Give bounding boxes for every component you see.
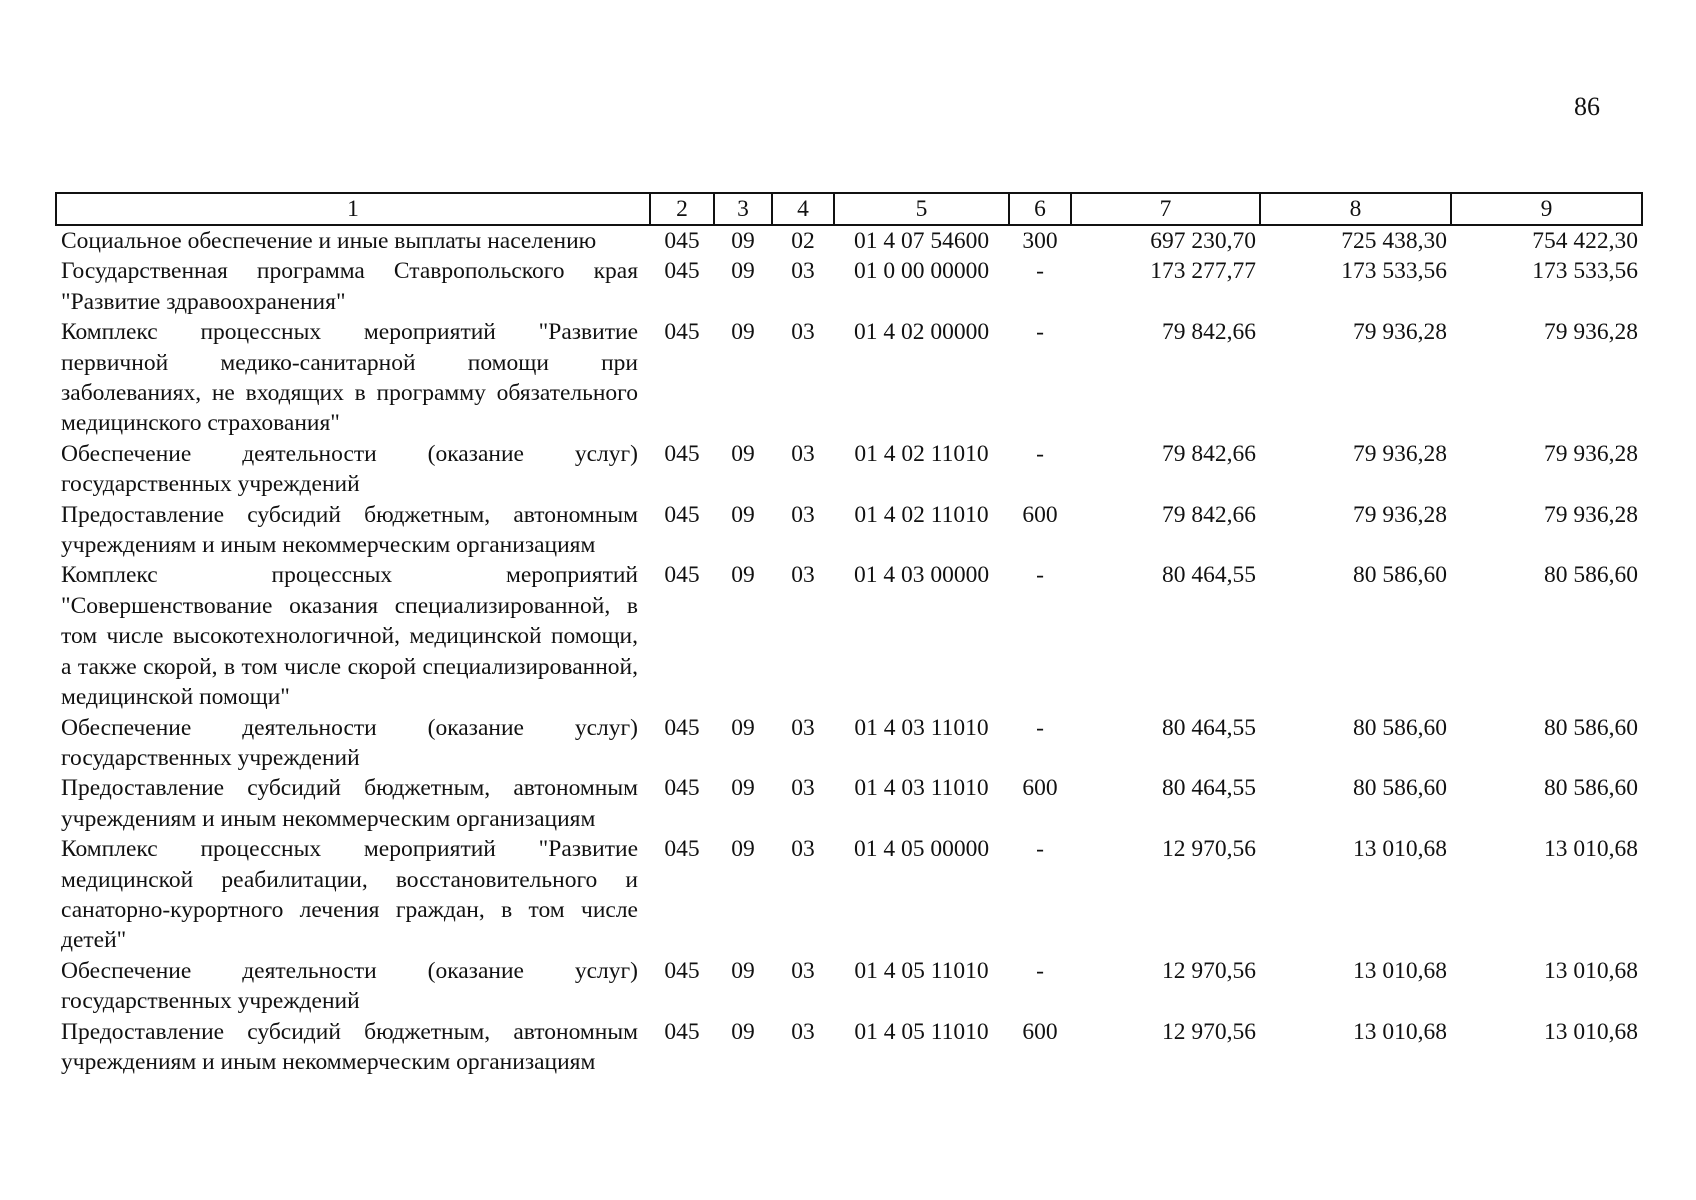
cell-subsection-code: 03 <box>791 714 815 741</box>
cell-subsection-code: 03 <box>791 258 815 285</box>
row-name: Комплекс процессных мероприятий "Развитие первичной медико-санитарной помощи при заболеваниях, не входящих в программу обязательного медицинского страхования" <box>61 319 638 437</box>
cell-amount-col7: 12 970,56 <box>1162 836 1256 863</box>
cell-target-article: 01 4 02 11010 <box>854 440 989 467</box>
table-header <box>56 193 1642 225</box>
cell-target-article: 01 4 07 54600 <box>853 228 990 254</box>
row-name: Предоставление субсидий бюджетным, автономным учреждениям и иным некоммерческим организациям <box>61 1018 638 1075</box>
column-header: 4 <box>772 193 834 225</box>
cell-section-code: 09 <box>731 714 755 741</box>
column-header: 6 <box>1009 193 1071 225</box>
cell-amount-col8: 80 586,60 <box>1353 775 1447 802</box>
row-name: Социальное обеспечение и иные выплаты населению <box>61 228 597 254</box>
cell-expense-type: - <box>1036 440 1044 467</box>
table-row <box>56 225 1642 256</box>
column-header: 7 <box>1071 193 1260 225</box>
row-name: Предоставление субсидий бюджетным, автономным учреждениям и иным некоммерческим организациям <box>61 775 638 832</box>
cell-amount-col9: 79 936,28 <box>1544 440 1638 467</box>
row-name: Обеспечение деятельности (оказание услуг) государственных учреждений <box>61 957 638 1015</box>
cell-section-code: 09 <box>731 319 755 346</box>
cell-subsection-code: 02 <box>791 228 815 254</box>
row-name: Обеспечение деятельности (оказание услуг) государственных учреждений <box>61 714 638 771</box>
cell-amount-col7: 173 277,77 <box>1150 258 1256 285</box>
row-name: Комплекс процессных мероприятий "Развитие медицинской реабилитации, восстановительного и санаторно-курортного лечения граждан, в том числе детей" <box>61 836 638 954</box>
cell-section-code: 09 <box>731 440 755 467</box>
cell-ministry-code: 045 <box>664 562 700 589</box>
row-name: Обеспечение деятельности (оказание услуг) государственных учреждений <box>61 440 638 498</box>
column-header: 8 <box>1260 193 1451 225</box>
cell-amount-col8: 13 010,68 <box>1353 957 1447 984</box>
cell-subsection-code: 03 <box>791 775 815 802</box>
cell-target-article: 01 4 05 00000 <box>853 836 990 863</box>
column-header: 9 <box>1451 193 1642 225</box>
cell-expense-type: 300 <box>1022 228 1058 254</box>
cell-target-article: 01 4 02 11010 <box>854 501 989 528</box>
cell-ministry-code: 045 <box>664 228 700 254</box>
cell-ministry-code: 045 <box>664 440 700 467</box>
cell-subsection-code: 03 <box>791 440 815 467</box>
cell-section-code: 09 <box>731 258 755 285</box>
cell-section-code: 09 <box>731 1018 755 1045</box>
budget-table <box>55 192 1643 1077</box>
cell-amount-col9: 754 422,30 <box>1532 228 1638 254</box>
cell-amount-col9: 80 586,60 <box>1544 775 1638 802</box>
cell-amount-col7: 12 970,56 <box>1162 1018 1256 1045</box>
cell-expense-type: 600 <box>1022 501 1058 528</box>
table-row <box>56 1017 1642 1078</box>
table-row <box>56 439 1642 500</box>
cell-ministry-code: 045 <box>664 501 700 528</box>
cell-amount-col9: 80 586,60 <box>1544 714 1638 741</box>
cell-amount-col8: 725 438,30 <box>1341 228 1447 254</box>
column-header: 5 <box>834 193 1009 225</box>
cell-amount-col8: 173 533,56 <box>1341 258 1447 285</box>
cell-amount-col8: 79 936,28 <box>1353 501 1447 528</box>
cell-subsection-code: 03 <box>791 501 815 528</box>
column-header: 2 <box>650 193 714 225</box>
cell-target-article: 01 4 03 11010 <box>854 714 989 741</box>
table-row <box>56 773 1642 834</box>
table-row <box>56 317 1642 439</box>
cell-ministry-code: 045 <box>664 775 700 802</box>
cell-subsection-code: 03 <box>791 957 815 984</box>
cell-expense-type: - <box>1036 714 1044 741</box>
cell-amount-col8: 13 010,68 <box>1353 1018 1447 1045</box>
cell-expense-type: 600 <box>1022 775 1058 802</box>
column-header: 3 <box>714 193 772 225</box>
column-header: 1 <box>56 193 650 225</box>
table-row <box>56 713 1642 774</box>
table-row <box>56 834 1642 956</box>
cell-target-article: 01 4 02 00000 <box>853 319 990 346</box>
cell-amount-col8: 79 936,28 <box>1353 440 1447 467</box>
cell-target-article: 01 4 05 11010 <box>854 957 989 984</box>
cell-section-code: 09 <box>731 562 755 589</box>
cell-amount-col8: 80 586,60 <box>1353 714 1447 741</box>
row-name: Государственная программа Ставропольского края "Развитие здравоохранения" <box>61 258 638 315</box>
cell-expense-type: 600 <box>1022 1018 1058 1045</box>
row-name: Комплекс процессных мероприятий "Совершенствование оказания специализированной, в том числе высокотехнологичной, медицинской помощи, а также скорой, в том числе скорой специализированной, медицинской помощи" <box>61 562 638 711</box>
cell-amount-col7: 12 970,56 <box>1162 957 1256 984</box>
cell-subsection-code: 03 <box>791 319 815 346</box>
table-row <box>56 560 1642 712</box>
cell-amount-col7: 79 842,66 <box>1162 319 1256 346</box>
cell-section-code: 09 <box>731 775 755 802</box>
cell-expense-type: - <box>1036 836 1044 863</box>
cell-expense-type: - <box>1036 258 1044 285</box>
cell-amount-col7: 80 464,55 <box>1162 775 1256 802</box>
table-row <box>56 256 1642 317</box>
cell-target-article: 01 0 00 00000 <box>853 258 990 285</box>
cell-expense-type: - <box>1036 957 1044 984</box>
cell-target-article: 01 4 03 00000 <box>853 562 990 589</box>
row-name: Предоставление субсидий бюджетным, автономным учреждениям и иным некоммерческим организациям <box>61 501 638 559</box>
cell-amount-col7: 79 842,66 <box>1162 501 1256 528</box>
cell-subsection-code: 03 <box>791 1018 815 1045</box>
cell-amount-col8: 79 936,28 <box>1353 319 1447 346</box>
cell-amount-col8: 13 010,68 <box>1353 836 1447 863</box>
cell-subsection-code: 03 <box>791 836 815 863</box>
cell-amount-col9: 79 936,28 <box>1544 319 1638 346</box>
header-row <box>56 193 1642 225</box>
cell-target-article: 01 4 03 11010 <box>854 775 989 802</box>
cell-ministry-code: 045 <box>664 836 700 863</box>
cell-section-code: 09 <box>731 501 755 528</box>
cell-amount-col9: 13 010,68 <box>1544 1018 1638 1045</box>
cell-expense-type: - <box>1036 562 1044 589</box>
cell-expense-type: - <box>1036 319 1044 346</box>
cell-amount-col9: 80 586,60 <box>1544 562 1638 589</box>
cell-ministry-code: 045 <box>664 258 700 285</box>
table-body <box>56 225 1642 1077</box>
cell-ministry-code: 045 <box>664 319 700 346</box>
cell-ministry-code: 045 <box>664 957 700 984</box>
cell-amount-col9: 13 010,68 <box>1544 957 1638 984</box>
cell-target-article: 01 4 05 11010 <box>854 1018 989 1045</box>
cell-amount-col7: 80 464,55 <box>1162 562 1256 589</box>
cell-amount-col7: 80 464,55 <box>1162 714 1256 741</box>
cell-amount-col9: 173 533,56 <box>1532 258 1638 285</box>
cell-amount-col7: 697 230,70 <box>1150 228 1256 254</box>
cell-amount-col8: 80 586,60 <box>1353 562 1447 589</box>
cell-ministry-code: 045 <box>664 1018 700 1045</box>
cell-section-code: 09 <box>731 836 755 863</box>
cell-section-code: 09 <box>731 957 755 984</box>
cell-subsection-code: 03 <box>791 562 815 589</box>
table-row <box>56 956 1642 1017</box>
table-row <box>56 500 1642 561</box>
cell-amount-col7: 79 842,66 <box>1162 440 1256 467</box>
cell-ministry-code: 045 <box>664 714 700 741</box>
page-number: 86 <box>1574 92 1600 121</box>
cell-amount-col9: 13 010,68 <box>1544 836 1638 863</box>
cell-section-code: 09 <box>731 228 755 254</box>
cell-amount-col9: 79 936,28 <box>1544 501 1638 528</box>
